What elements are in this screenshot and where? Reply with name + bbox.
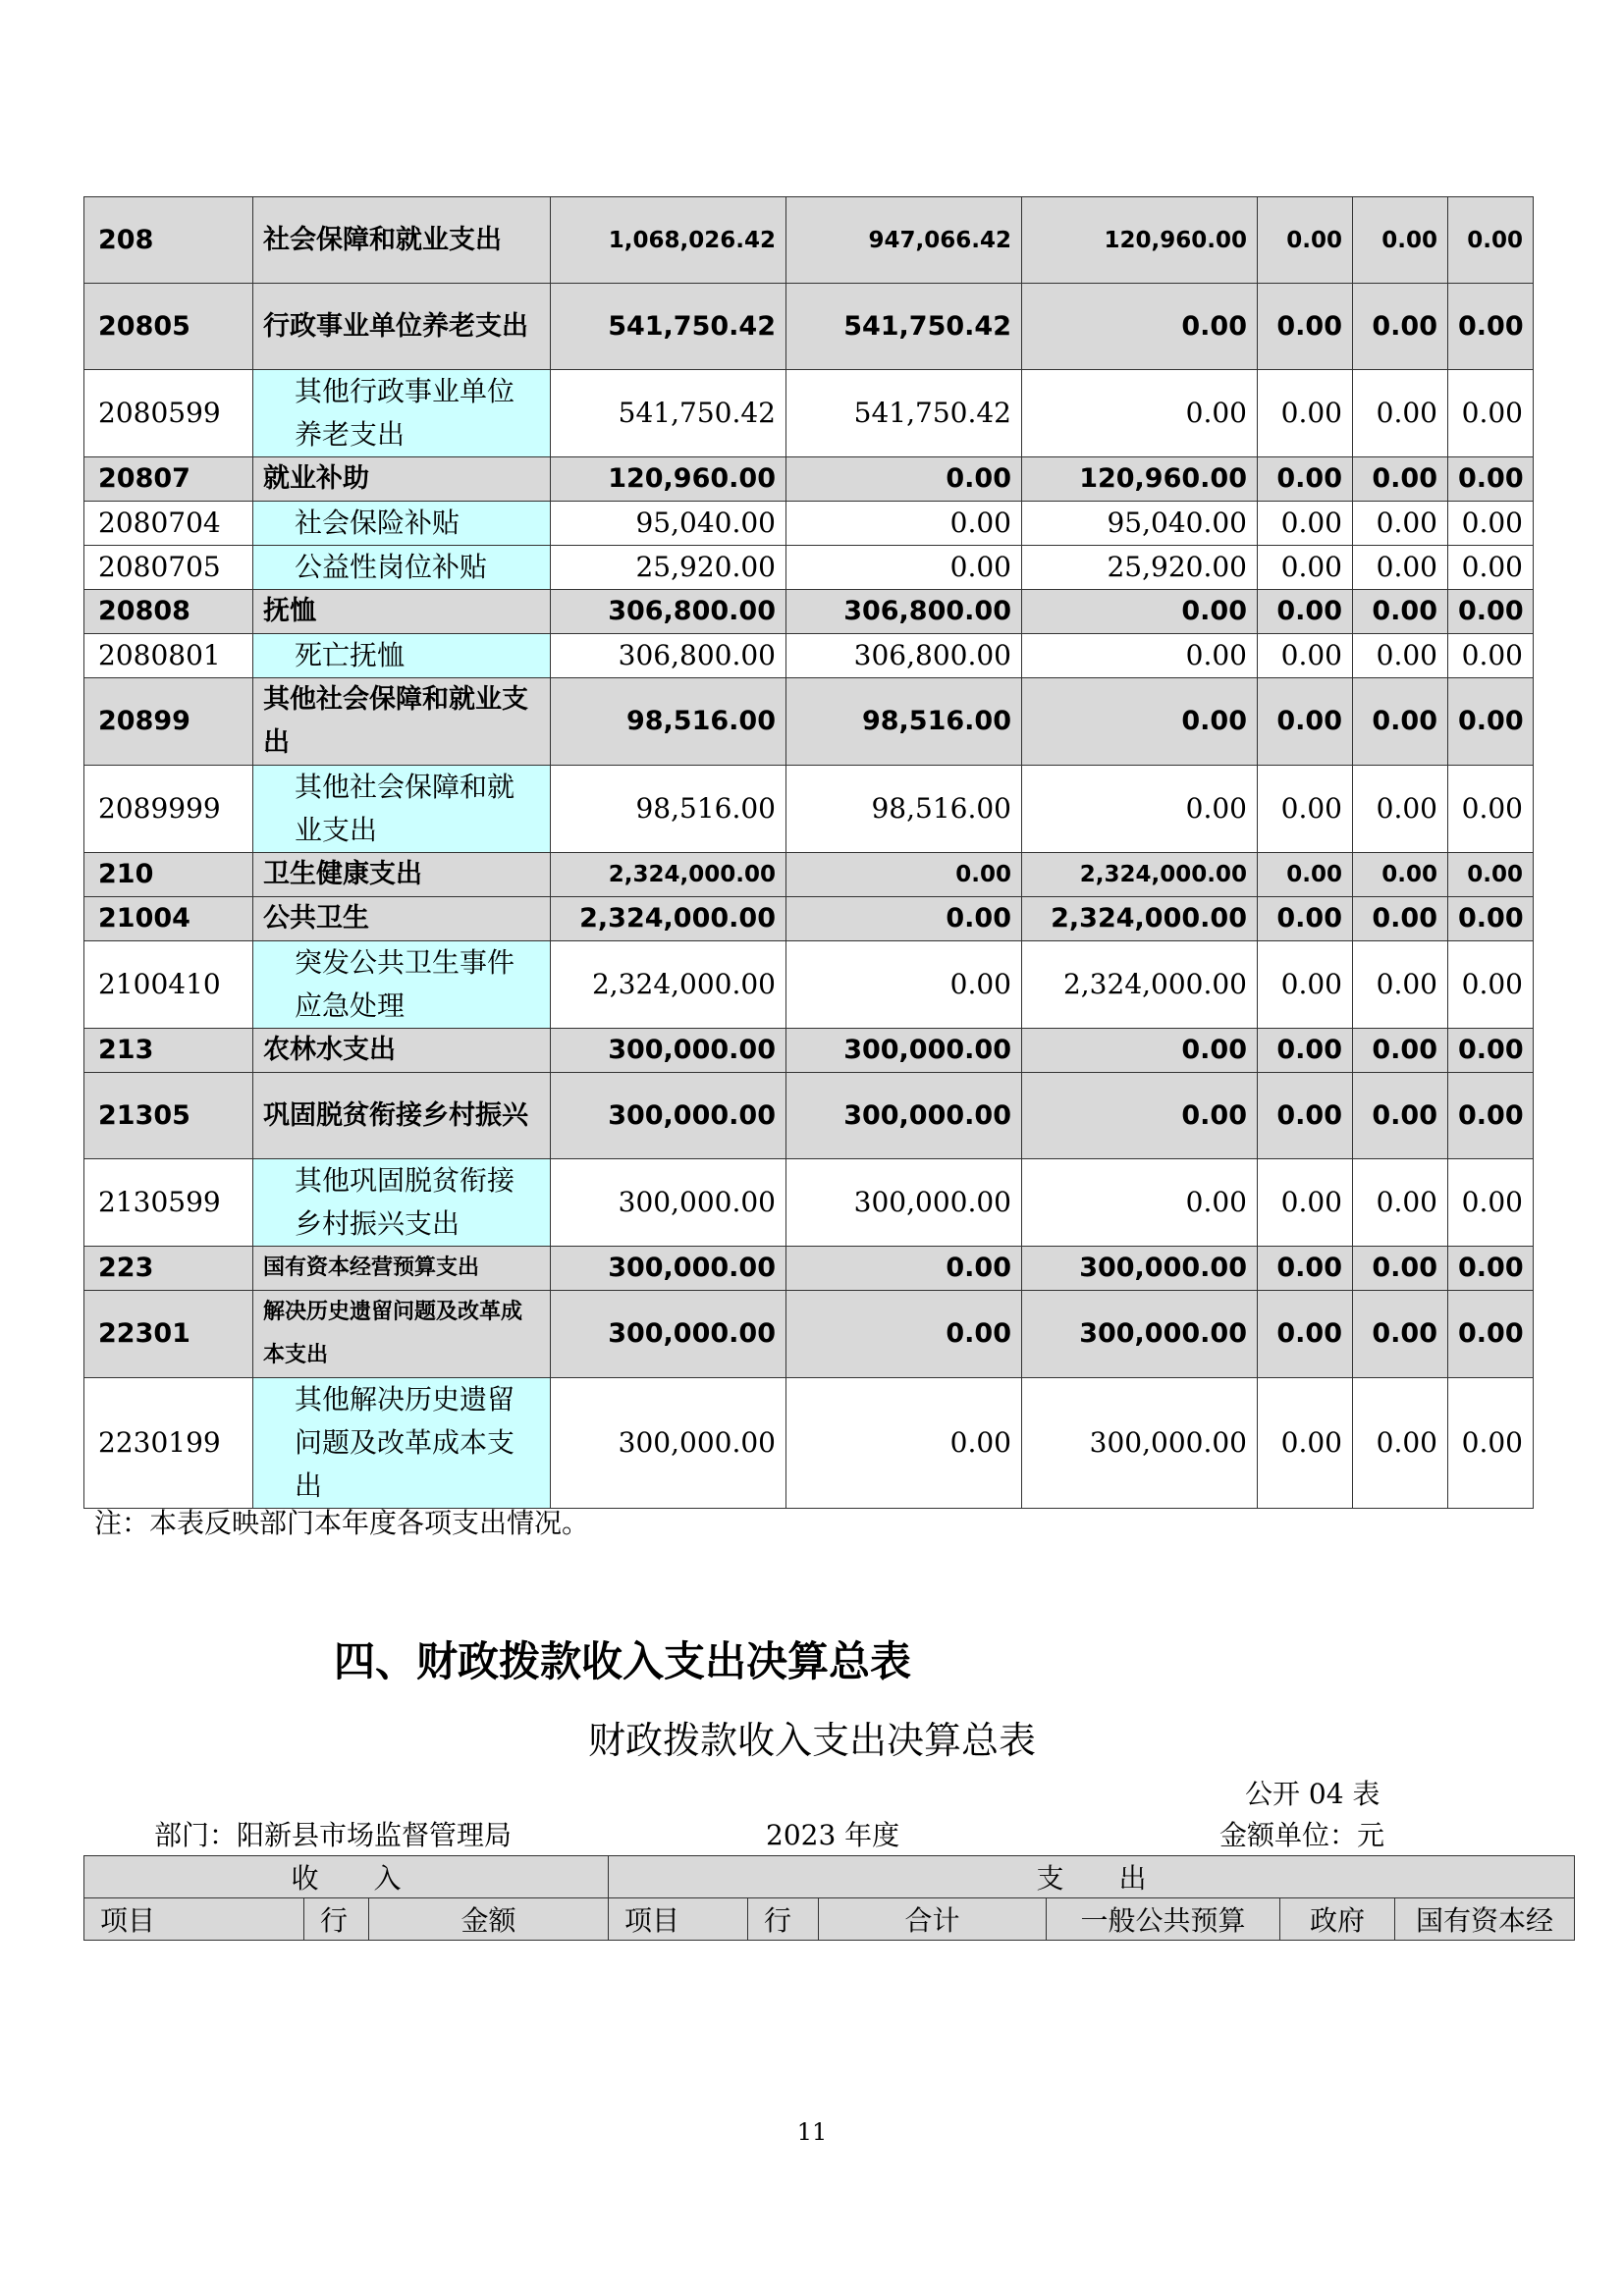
cell-c7: 0.00: [1353, 634, 1448, 678]
cell-total: 2,324,000.00: [551, 941, 786, 1029]
expense-item-header: 项目: [609, 1898, 748, 1941]
cell-c7: 0.00: [1353, 457, 1448, 502]
cell-name: 卫生健康支出: [253, 853, 551, 897]
cell-project: 120,960.00: [1022, 457, 1258, 502]
cell-name: 其他社会保障和就业支出: [253, 678, 551, 766]
cell-basic: 300,000.00: [786, 1159, 1022, 1247]
cell-code: 22301: [84, 1291, 253, 1378]
cell-project: 0.00: [1022, 1159, 1258, 1247]
cell-c6: 0.00: [1258, 457, 1353, 502]
cell-basic: 947,066.42: [786, 197, 1022, 284]
cell-project: 0.00: [1022, 766, 1258, 853]
year-label: 2023 年度: [766, 1819, 900, 1851]
cell-c6: 0.00: [1258, 678, 1353, 766]
cell-name: 其他行政事业单位养老支出: [253, 370, 551, 457]
cell-c7: 0.00: [1353, 197, 1448, 284]
table-row: [84, 502, 1534, 546]
table-row: [84, 1029, 1534, 1073]
cell-total: 25,920.00: [551, 546, 786, 590]
cell-project: 0.00: [1022, 284, 1258, 370]
cell-total: 541,750.42: [551, 284, 786, 370]
cell-project: 95,040.00: [1022, 502, 1258, 546]
cell-basic: 0.00: [786, 853, 1022, 897]
income-line-header: 行: [304, 1898, 369, 1941]
cell-name: 突发公共卫生事件应急处理: [253, 941, 551, 1029]
cell-total: 300,000.00: [551, 1247, 786, 1291]
table-row: [84, 1291, 1534, 1378]
cell-total: 95,040.00: [551, 502, 786, 546]
table-row: [84, 590, 1534, 634]
cell-name: 公共卫生: [253, 897, 551, 941]
cell-code: 2089999: [84, 766, 253, 853]
cell-code: 2080801: [84, 634, 253, 678]
cell-code: 208: [84, 197, 253, 284]
cell-project: 2,324,000.00: [1022, 941, 1258, 1029]
table-row: [84, 853, 1534, 897]
cell-code: 2100410: [84, 941, 253, 1029]
cell-code: 2080705: [84, 546, 253, 590]
cell-c7: 0.00: [1353, 678, 1448, 766]
expense-total-header: 合计: [819, 1898, 1047, 1941]
cell-c6: 0.00: [1258, 370, 1353, 457]
cell-c8: 0.00: [1448, 1291, 1534, 1378]
cell-c6: 0.00: [1258, 1159, 1353, 1247]
cell-c6: 0.00: [1258, 590, 1353, 634]
cell-total: 541,750.42: [551, 370, 786, 457]
cell-name: 其他社会保障和就业支出: [253, 766, 551, 853]
cell-c8: 0.00: [1448, 1159, 1534, 1247]
cell-name: 社会保险补贴: [253, 502, 551, 546]
cell-total: 120,960.00: [551, 457, 786, 502]
table-title: 财政拨款收入支出决算总表: [587, 1719, 1036, 1762]
cell-c7: 0.00: [1353, 1073, 1448, 1159]
cell-c6: 0.00: [1258, 1378, 1353, 1509]
cell-code: 2080704: [84, 502, 253, 546]
cell-c7: 0.00: [1353, 370, 1448, 457]
general-budget-header: 一般公共预算: [1047, 1898, 1280, 1941]
cell-basic: 0.00: [786, 457, 1022, 502]
table-row: [84, 897, 1534, 941]
table-row: [84, 941, 1534, 1029]
cell-c7: 0.00: [1353, 590, 1448, 634]
cell-name: 国有资本经营预算支出: [253, 1247, 551, 1291]
cell-project: 300,000.00: [1022, 1378, 1258, 1509]
cell-code: 21004: [84, 897, 253, 941]
cell-c6: 0.00: [1258, 1029, 1353, 1073]
cell-name: 巩固脱贫衔接乡村振兴: [253, 1073, 551, 1159]
cell-c8: 0.00: [1448, 457, 1534, 502]
cell-project: 120,960.00: [1022, 197, 1258, 284]
cell-c7: 0.00: [1353, 766, 1448, 853]
cell-code: 20808: [84, 590, 253, 634]
cell-basic: 98,516.00: [786, 766, 1022, 853]
cell-c7: 0.00: [1353, 284, 1448, 370]
cell-basic: 0.00: [786, 1291, 1022, 1378]
cell-c8: 0.00: [1448, 897, 1534, 941]
table-row: [84, 678, 1534, 766]
table-row: [84, 1247, 1534, 1291]
cell-total: 300,000.00: [551, 1029, 786, 1073]
cell-project: 0.00: [1022, 634, 1258, 678]
table-row: [84, 766, 1534, 853]
cell-c8: 0.00: [1448, 941, 1534, 1029]
unit-label: 金额单位：元: [1219, 1819, 1385, 1851]
cell-c8: 0.00: [1448, 1247, 1534, 1291]
cell-name: 行政事业单位养老支出: [253, 284, 551, 370]
table-number: 公开 04 表: [1245, 1778, 1380, 1810]
cell-c6: 0.00: [1258, 502, 1353, 546]
cell-total: 300,000.00: [551, 1073, 786, 1159]
cell-code: 223: [84, 1247, 253, 1291]
cell-code: 2130599: [84, 1159, 253, 1247]
cell-total: 300,000.00: [551, 1291, 786, 1378]
cell-name: 其他解决历史遗留问题及改革成本支出: [253, 1378, 551, 1509]
cell-c8: 0.00: [1448, 590, 1534, 634]
cell-code: 2230199: [84, 1378, 253, 1509]
cell-c6: 0.00: [1258, 766, 1353, 853]
cell-c6: 0.00: [1258, 853, 1353, 897]
table-row: [84, 546, 1534, 590]
cell-code: 20899: [84, 678, 253, 766]
cell-c6: 0.00: [1258, 897, 1353, 941]
cell-project: 2,324,000.00: [1022, 897, 1258, 941]
cell-c8: 0.00: [1448, 853, 1534, 897]
cell-basic: 0.00: [786, 546, 1022, 590]
cell-code: 2080599: [84, 370, 253, 457]
cell-total: 300,000.00: [551, 1159, 786, 1247]
cell-basic: 0.00: [786, 1247, 1022, 1291]
cell-basic: 300,000.00: [786, 1029, 1022, 1073]
cell-basic: 0.00: [786, 1378, 1022, 1509]
table-row: [84, 370, 1534, 457]
cell-name: 解决历史遗留问题及改革成本支出: [253, 1291, 551, 1378]
cell-c7: 0.00: [1353, 941, 1448, 1029]
cell-code: 20805: [84, 284, 253, 370]
cell-name: 抚恤: [253, 590, 551, 634]
cell-total: 306,800.00: [551, 634, 786, 678]
table-row: [84, 1378, 1534, 1509]
cell-c8: 0.00: [1448, 284, 1534, 370]
cell-c8: 0.00: [1448, 370, 1534, 457]
cell-c7: 0.00: [1353, 1159, 1448, 1247]
cell-name: 就业补助: [253, 457, 551, 502]
cell-c7: 0.00: [1353, 1247, 1448, 1291]
cell-name: 公益性岗位补贴: [253, 546, 551, 590]
cell-basic: 0.00: [786, 502, 1022, 546]
cell-c8: 0.00: [1448, 197, 1534, 284]
cell-c6: 0.00: [1258, 1247, 1353, 1291]
expense-header: 支 出: [609, 1856, 1575, 1898]
cell-c7: 0.00: [1353, 1029, 1448, 1073]
section-heading: 四、财政拨款收入支出决算总表: [334, 1637, 912, 1685]
cell-c8: 0.00: [1448, 678, 1534, 766]
cell-c8: 0.00: [1448, 634, 1534, 678]
cell-c8: 0.00: [1448, 546, 1534, 590]
cell-total: 1,068,026.42: [551, 197, 786, 284]
cell-c6: 0.00: [1258, 546, 1353, 590]
cell-c6: 0.00: [1258, 1291, 1353, 1378]
cell-basic: 0.00: [786, 897, 1022, 941]
cell-code: 21305: [84, 1073, 253, 1159]
cell-project: 0.00: [1022, 590, 1258, 634]
cell-code: 213: [84, 1029, 253, 1073]
cell-c7: 0.00: [1353, 853, 1448, 897]
cell-total: 2,324,000.00: [551, 853, 786, 897]
cell-c7: 0.00: [1353, 546, 1448, 590]
cell-code: 20807: [84, 457, 253, 502]
state-capital-header: 国有资本经: [1395, 1898, 1575, 1941]
cell-c8: 0.00: [1448, 1029, 1534, 1073]
income-header: 收 入: [84, 1856, 609, 1898]
cell-basic: 300,000.00: [786, 1073, 1022, 1159]
cell-project: 0.00: [1022, 678, 1258, 766]
cell-c6: 0.00: [1258, 634, 1353, 678]
table-row: [84, 284, 1534, 370]
cell-basic: 0.00: [786, 941, 1022, 1029]
cell-basic: 98,516.00: [786, 678, 1022, 766]
cell-total: 98,516.00: [551, 766, 786, 853]
table-row: [84, 457, 1534, 502]
table-note: 注：本表反映部门本年度各项支出情况。: [94, 1507, 590, 1539]
cell-project: 0.00: [1022, 370, 1258, 457]
page-number: 11: [796, 2118, 828, 2146]
cell-basic: 541,750.42: [786, 370, 1022, 457]
cell-c7: 0.00: [1353, 1378, 1448, 1509]
cell-c6: 0.00: [1258, 941, 1353, 1029]
cell-basic: 306,800.00: [786, 590, 1022, 634]
department-label: 部门：阳新县市场监督管理局: [154, 1819, 513, 1851]
cell-c7: 0.00: [1353, 897, 1448, 941]
table-row: [84, 1159, 1534, 1247]
cell-name: 社会保障和就业支出: [253, 197, 551, 284]
cell-total: 300,000.00: [551, 1378, 786, 1509]
cell-total: 98,516.00: [551, 678, 786, 766]
cell-c7: 0.00: [1353, 502, 1448, 546]
income-item-header: 项目: [84, 1898, 304, 1941]
fiscal-summary-table: [83, 1855, 1575, 1941]
table-row: [84, 1073, 1534, 1159]
cell-c6: 0.00: [1258, 284, 1353, 370]
expense-line-header: 行: [748, 1898, 819, 1941]
cell-basic: 306,800.00: [786, 634, 1022, 678]
cell-total: 2,324,000.00: [551, 897, 786, 941]
table-row: [84, 634, 1534, 678]
cell-name: 死亡抚恤: [253, 634, 551, 678]
cell-project: 0.00: [1022, 1073, 1258, 1159]
government-fund-header: 政府: [1280, 1898, 1395, 1941]
cell-c8: 0.00: [1448, 766, 1534, 853]
cell-c8: 0.00: [1448, 1378, 1534, 1509]
income-amount-header: 金额: [369, 1898, 609, 1941]
cell-c6: 0.00: [1258, 1073, 1353, 1159]
cell-c8: 0.00: [1448, 1073, 1534, 1159]
table-row: [84, 197, 1534, 284]
cell-total: 306,800.00: [551, 590, 786, 634]
cell-project: 300,000.00: [1022, 1291, 1258, 1378]
cell-project: 300,000.00: [1022, 1247, 1258, 1291]
cell-c6: 0.00: [1258, 197, 1353, 284]
cell-code: 210: [84, 853, 253, 897]
cell-project: 25,920.00: [1022, 546, 1258, 590]
expenditure-table: [83, 196, 1534, 1509]
cell-name: 其他巩固脱贫衔接乡村振兴支出: [253, 1159, 551, 1247]
cell-name: 农林水支出: [253, 1029, 551, 1073]
cell-c7: 0.00: [1353, 1291, 1448, 1378]
cell-c8: 0.00: [1448, 502, 1534, 546]
cell-project: 2,324,000.00: [1022, 853, 1258, 897]
cell-basic: 541,750.42: [786, 284, 1022, 370]
cell-project: 0.00: [1022, 1029, 1258, 1073]
